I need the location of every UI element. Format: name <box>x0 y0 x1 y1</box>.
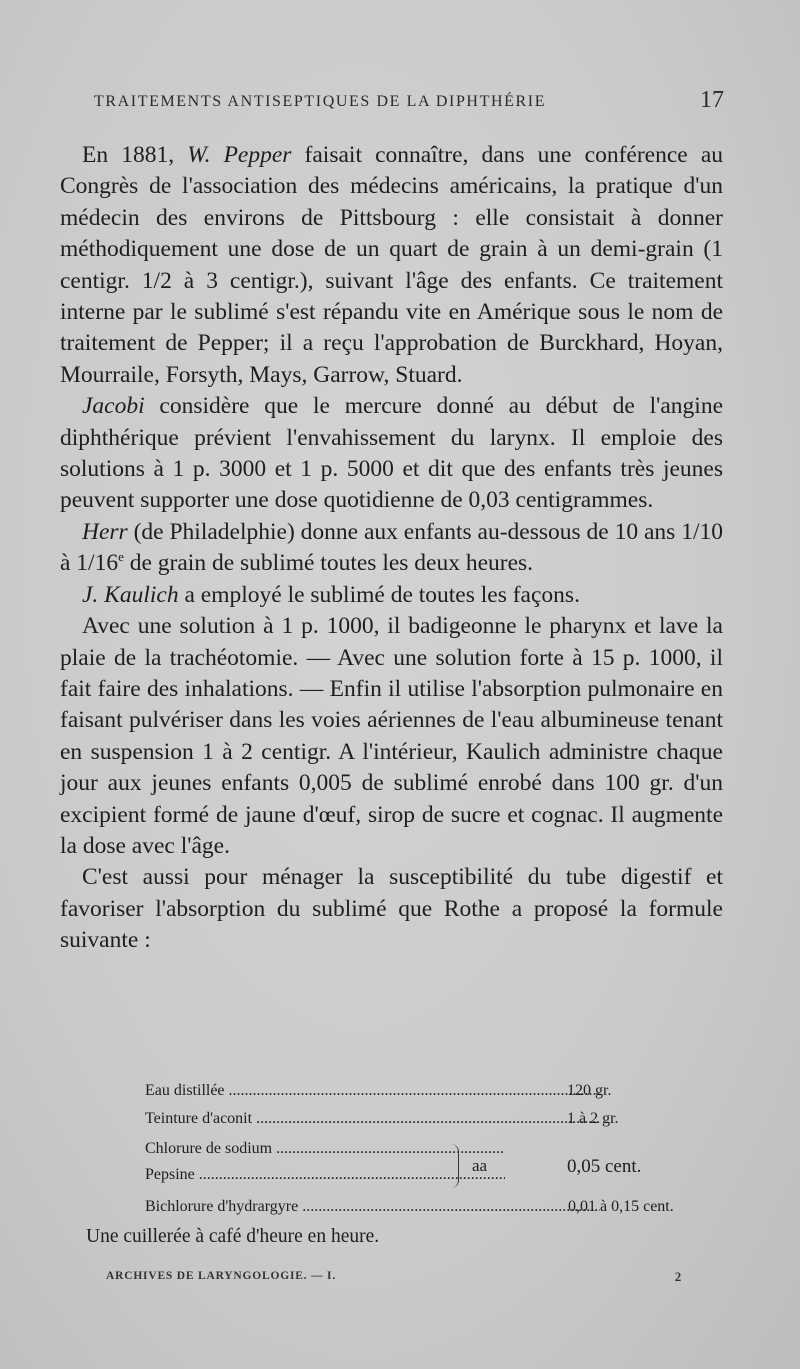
aa-amount: 0,05 cent. <box>567 1156 642 1177</box>
formula-row <box>60 1110 723 1138</box>
paragraph-jacobi <box>60 391 723 517</box>
page-number: 17 <box>700 87 724 113</box>
ingredient-name: Bichlorure d'hydrargyre ..... <box>145 1198 600 1216</box>
ingredient-name: Chlorure de sodium ..... <box>145 1140 505 1158</box>
running-header <box>94 87 724 113</box>
text-run: faisait connaître, dans une conférence au Congrès de l'association des médecins américains, la pratique d'un médecin des environs de Pittsbourg : elle consistait à donner méthodiquement une dose de un quart de grain à un demi-grain (1 centigr. 1/2 à 3 centigr.), suivant l'âge des enfants. Ce traitement interne par le sublimé s'est répandu vite en Amérique sous le nom de traitement de Pepper; il a reçu l'approbation de Burckhard, Hoyan, Mourraile, Forsyth, Mays, Garrow, Stuard. <box>60 142 724 388</box>
page-footer <box>106 1270 682 1282</box>
journal-signature: ARCHIVES DE LARYNGOLOGIE. — I. <box>106 1270 336 1282</box>
paragraph-pepper <box>60 140 723 391</box>
text-run: considère que le mercure donné au début de l'angine diphthérique prévient l'envahissement du larynx. Il emploie des solutions à 1 p. 3000 et 1 p. 5000 et dit que des enfants très jeunes peuvent supporter une dose quotidienne de 0,03 centigrammes. <box>60 393 723 514</box>
formula-row <box>60 1082 723 1110</box>
dosage-instruction: Une cuillerée à café d'heure en heure. <box>86 1226 380 1247</box>
ingredient-name: Teinture d'aconit ..... <box>145 1110 600 1128</box>
paragraph-kaulich-methods: Avec une solution à 1 p. 1000, il badigeonne le pharynx et lave la plaie de la trachéotomie. — Avec une solution forte à 15 p. 1000, il fait faire des inhalations. — Enfin il utilise l'absorption pulmonaire en faisant pulvériser dans les voies aériennes de l'eau albumineuse tenant en suspension 1 à 2 centigr. A l'intérieur, Kaulich administre chaque jour aux jeunes enfants 0,005 de sublimé enrobé dans 100 gr. d'un excipient formé de jaune d'œuf, sirop de sucre et cognac. Il augmente la dose avec l'âge. <box>60 613 723 859</box>
ingredient-amount: 0,01 à 0,15 cent. <box>568 1198 674 1215</box>
brace-shape <box>448 1144 459 1188</box>
running-title: TRAITEMENTS ANTISEPTIQUES DE LA DIPHTHÉRIE <box>94 93 547 110</box>
ingredient-name: Eau distillée ..... <box>145 1082 600 1100</box>
paragraph-rothe: C'est aussi pour ménager la susceptibilité du tube digestif et favoriser l'absorption du sublimé que Rothe a proposé la formule suivante : <box>60 864 723 954</box>
author-name: W. Pepper <box>187 142 292 168</box>
author-name: J. Kaulich <box>82 581 179 608</box>
formula-row <box>60 1198 723 1226</box>
ingredient-amount: 1 à 2 gr. <box>567 1110 619 1127</box>
paragraph-kaulich <box>60 580 723 611</box>
ingredient-amount: 120 gr. <box>567 1082 612 1099</box>
ingredient-name: Pepsine ..... <box>145 1166 505 1184</box>
sheet-signature: 2 <box>674 1269 682 1284</box>
body-text <box>60 140 723 957</box>
author-name: Jacobi <box>82 393 145 420</box>
superscript: e <box>118 549 124 565</box>
aa-label: aa <box>472 1156 488 1175</box>
text-run: a employé le sublimé de toutes les façons. <box>178 581 580 608</box>
text-run: En 1881, <box>82 142 188 168</box>
paragraph-herr <box>60 517 723 580</box>
author-name: Herr <box>82 518 128 545</box>
text-run: de grain de sublimé toutes les deux heures. <box>123 550 534 577</box>
text-run: (de Philadelphie) donne aux enfants au-dessous de 10 ans 1/10 à 1/16 <box>60 518 723 577</box>
